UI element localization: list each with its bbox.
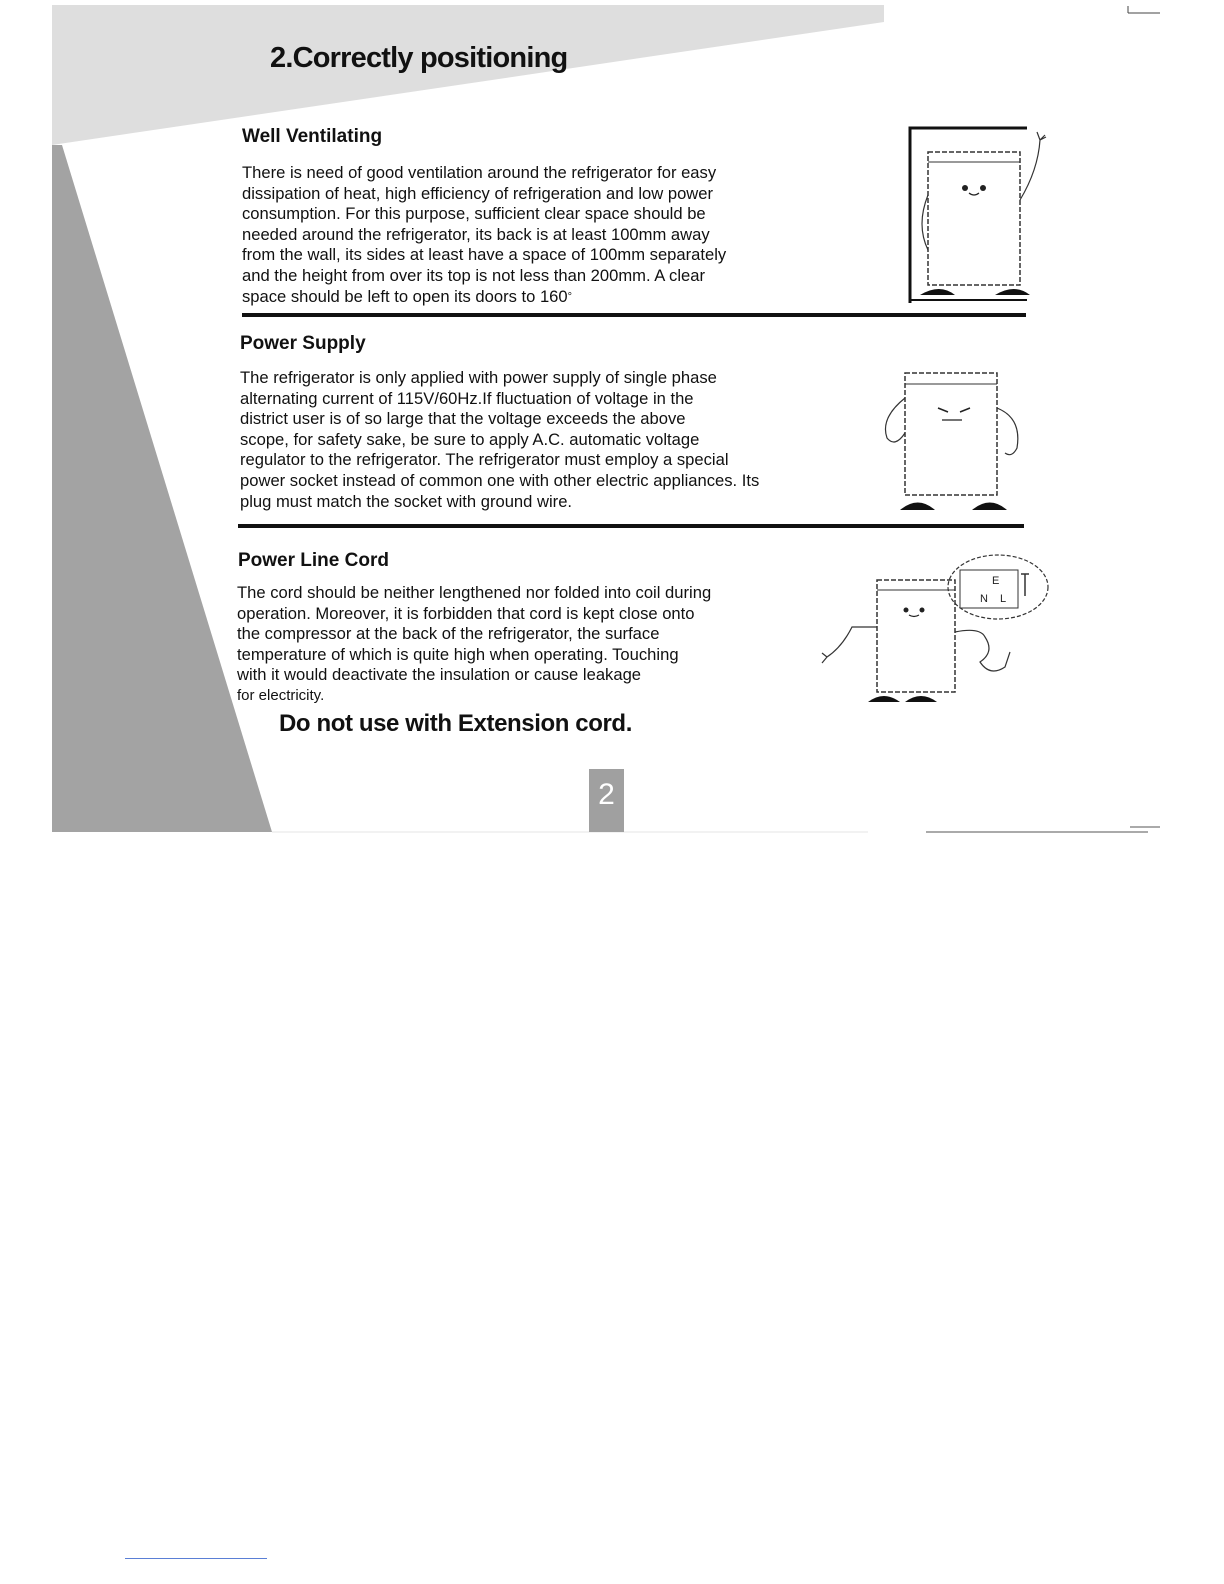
degree-symbol: ° bbox=[567, 290, 573, 303]
page-number: 2 bbox=[589, 769, 624, 832]
plug-label-l: L bbox=[1000, 593, 1007, 605]
text-line: for electricity. bbox=[237, 686, 325, 704]
fridge-with-plug-illustration bbox=[820, 552, 1052, 707]
text-line: and the height from over its top is not less than 200mm. A clear bbox=[242, 265, 706, 285]
section-divider bbox=[238, 524, 1024, 528]
section-heading-power-cord: Power Line Cord bbox=[238, 550, 389, 571]
text-line: the compressor at the back of the refrigerator, the surface bbox=[237, 624, 660, 644]
text-line: power socket instead of common one with other electric appliances. Its bbox=[240, 470, 760, 490]
text-line: alternating current of 115V/60Hz.If fluctuation of voltage in the bbox=[240, 388, 694, 408]
text-line: from the wall, its sides at least have a space of 100mm separately bbox=[242, 245, 727, 265]
section-body-power-supply bbox=[240, 368, 759, 512]
page-title: 2.Correctly positioning bbox=[270, 42, 568, 74]
section-heading-power-supply: Power Supply bbox=[240, 333, 366, 354]
left-dark-wedge bbox=[52, 145, 272, 832]
text-line: district user is of so large that the voltage exceeds the above bbox=[240, 409, 686, 429]
text-line: with it would deactivate the insulation or cause leakage bbox=[237, 665, 642, 685]
extension-cord-warning: Do not use with Extension cord. bbox=[279, 710, 632, 737]
text-line: consumption. For this purpose, sufficient clear space should be bbox=[242, 204, 706, 224]
text-line: temperature of which is quite high when operating. Touching bbox=[237, 644, 679, 664]
text-line: regulator to the refrigerator. The refrigerator must employ a special bbox=[240, 450, 729, 470]
angry-fridge-illustration bbox=[880, 368, 1025, 513]
section-body-ventilating bbox=[242, 163, 726, 307]
text-line: There is need of good ventilation around the refrigerator for easy bbox=[242, 163, 717, 182]
section-heading-ventilating: Well Ventilating bbox=[242, 126, 383, 147]
text-line: dissipation of heat, high efficiency of refrigeration and low power bbox=[242, 183, 714, 203]
section-divider bbox=[242, 313, 1026, 317]
plug-label-e: E bbox=[992, 575, 1000, 587]
text-line: plug must match the socket with ground wire. bbox=[240, 491, 573, 511]
footer-link-underline bbox=[125, 1558, 267, 1559]
text-line-last bbox=[242, 287, 726, 308]
text-line: The refrigerator is only applied with power supply of single phase bbox=[240, 368, 717, 387]
text-line: operation. Moreover, it is forbidden that cord is kept close onto bbox=[237, 603, 695, 623]
section-body-power-cord bbox=[237, 583, 711, 707]
text-line: scope, for safety sake, be sure to apply A.C. automatic voltage bbox=[240, 429, 700, 449]
top-light-band bbox=[52, 5, 884, 145]
fridge-near-wall-illustration bbox=[905, 125, 1050, 305]
plug-label-n: N bbox=[980, 593, 988, 605]
text-line: needed around the refrigerator, its back is at least 100mm away bbox=[242, 224, 710, 244]
text-line: space should be left to open its doors to 160 bbox=[242, 286, 568, 306]
text-line: The cord should be neither lengthened nor folded into coil during bbox=[237, 583, 712, 602]
